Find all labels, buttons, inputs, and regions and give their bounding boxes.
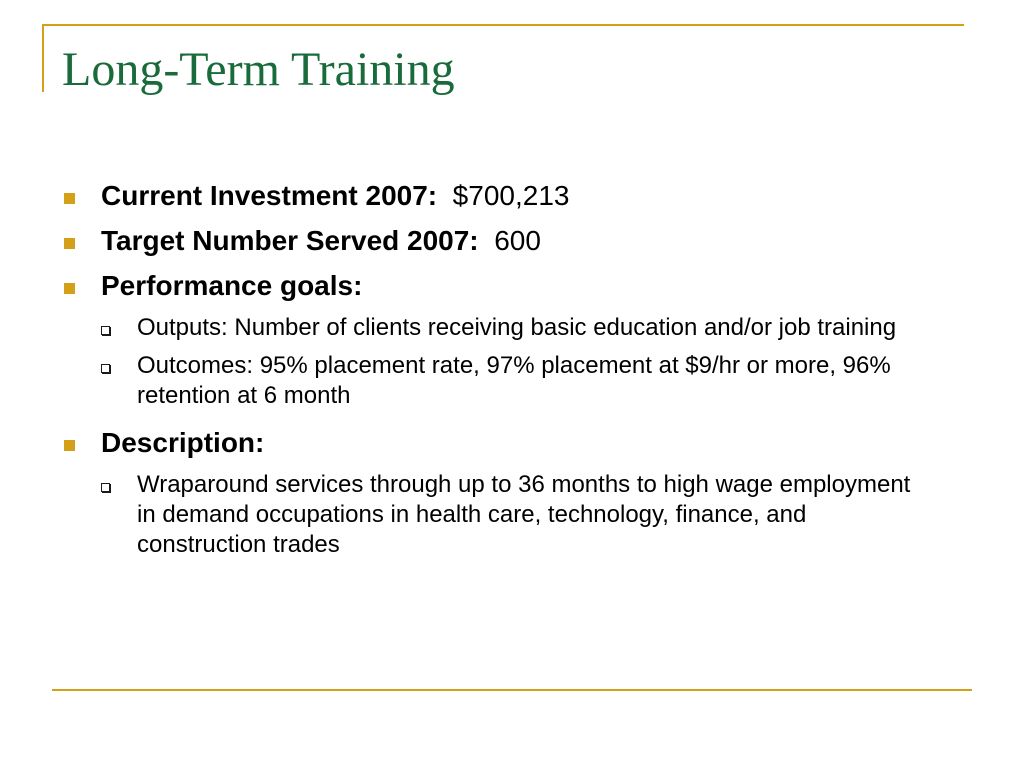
sub-bullet-outcomes	[101, 351, 927, 411]
bullet-current-investment	[64, 178, 984, 214]
sub-bullet-text: Wraparound services through up to 36 months to high wage employment in demand occupations in health care, technology, finance, and construction trades	[137, 471, 911, 558]
top-rule	[42, 24, 964, 26]
bottom-rule	[52, 689, 972, 691]
hollow-square-bullet-icon	[101, 364, 110, 373]
square-bullet-icon	[64, 193, 75, 204]
slide-title: Long-Term Training	[62, 43, 455, 96]
bullet-performance-goals	[64, 268, 984, 304]
bullet-description	[64, 425, 984, 461]
square-bullet-icon	[64, 238, 75, 249]
hollow-square-bullet-icon	[101, 483, 110, 492]
bullet-label: Target Number Served 2007:	[101, 225, 479, 256]
bullet-value: $700,213	[452, 180, 570, 211]
bullet-label: Description:	[101, 427, 265, 458]
bullet-target-number-served	[64, 223, 984, 259]
sub-bullet-description	[101, 470, 927, 560]
slide-body	[64, 178, 984, 568]
sub-bullet-text: Outcomes: 95% placement rate, 97% placement at $9/hr or more, 96% retention at 6 month	[137, 352, 891, 409]
bullet-value: 600	[494, 225, 541, 256]
square-bullet-icon	[64, 283, 75, 294]
bullet-label: Current Investment 2007:	[101, 180, 438, 211]
hollow-square-bullet-icon	[101, 326, 110, 335]
sub-bullet-outputs	[101, 313, 927, 343]
square-bullet-icon	[64, 440, 75, 451]
sub-bullet-text: Outputs: Number of clients receiving basic education and/or job training	[137, 314, 897, 341]
left-rule	[42, 24, 44, 92]
bullet-label: Performance goals:	[101, 270, 363, 301]
